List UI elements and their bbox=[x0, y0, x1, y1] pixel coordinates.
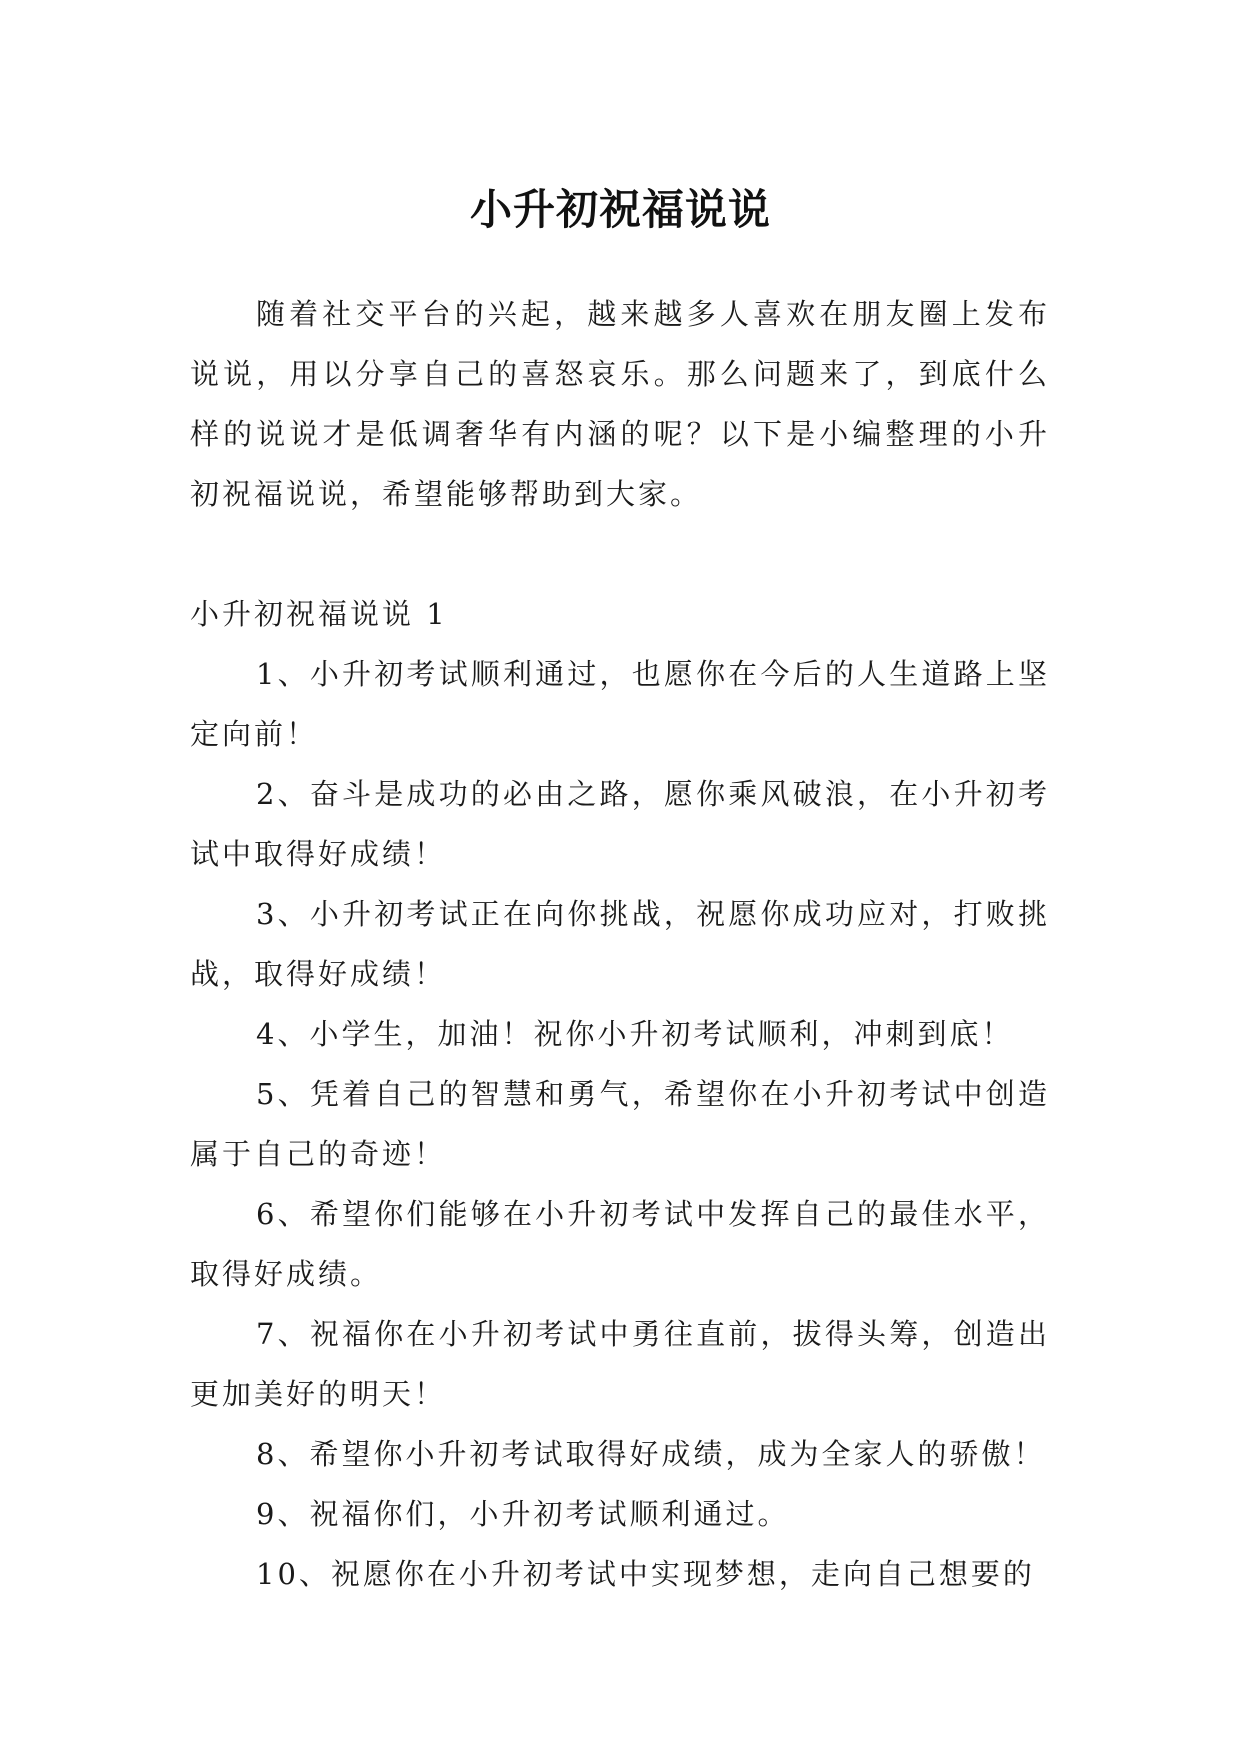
list-item: 1、小升初考试顺利通过，也愿你在今后的人生道路上坚定向前！ bbox=[190, 657, 1050, 751]
list-item: 9、祝福你们，小升初考试顺利通过。 bbox=[256, 1497, 790, 1531]
document-body bbox=[190, 284, 1050, 1604]
list-item: 3、小升初考试正在向你挑战，祝愿你成功应对，打败挑战，取得好成绩！ bbox=[190, 897, 1050, 991]
list-item: 10、祝愿你在小升初考试中实现梦想，走向自己想要的 bbox=[256, 1557, 1035, 1591]
list-item: 6、希望你们能够在小升初考试中发挥自己的最佳水平，取得好成绩。 bbox=[190, 1197, 1050, 1291]
list-item: 2、奋斗是成功的必由之路，愿你乘风破浪，在小升初考试中取得好成绩！ bbox=[190, 777, 1050, 871]
list-item: 8、希望你小升初考试取得好成绩，成为全家人的骄傲！ bbox=[256, 1437, 1046, 1471]
intro-paragraph: 随着社交平台的兴起，越来越多人喜欢在朋友圈上发布说说，用以分享自己的喜怒哀乐。那么问题来了，到底什么样的说说才是低调奢华有内涵的呢？以下是小编整理的小升初祝福说说，希望能够帮助到大家。 bbox=[190, 297, 1050, 511]
page-title: 小升初祝福说说 bbox=[469, 185, 771, 235]
list-item: 5、凭着自己的智慧和勇气，希望你在小升初考试中创造属于自己的奇迹！ bbox=[190, 1077, 1050, 1171]
list-item: 4、小学生，加油！祝你小升初考试顺利，冲刺到底！ bbox=[256, 1017, 1014, 1051]
list-item: 7、祝福你在小升初考试中勇往直前，拔得头筹，创造出更加美好的明天！ bbox=[190, 1317, 1050, 1411]
section-heading: 小升初祝福说说 1 bbox=[190, 597, 448, 631]
